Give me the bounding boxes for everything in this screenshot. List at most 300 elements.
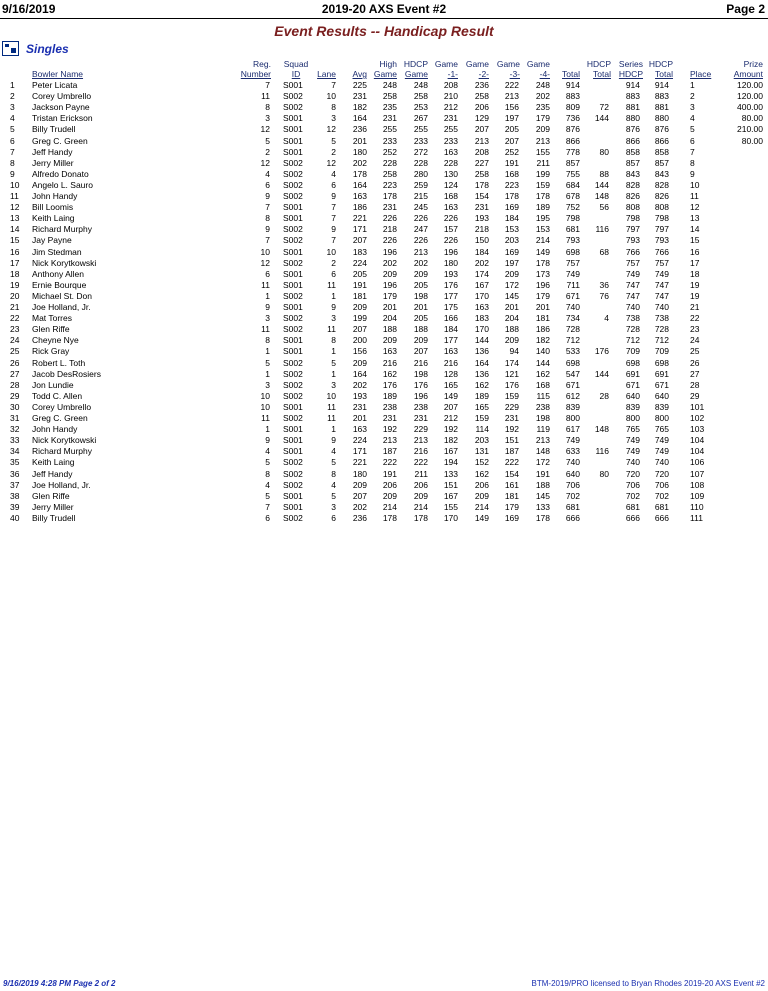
avg: 202	[352, 501, 367, 512]
game-4: 145	[535, 490, 550, 501]
series-hdcp: 738	[625, 313, 640, 324]
game-4: 159	[535, 179, 550, 190]
game-4: 149	[535, 246, 550, 257]
game-3: 222	[504, 457, 519, 468]
reg-number: 4	[265, 168, 270, 179]
game-3: 209	[504, 268, 519, 279]
lane: 11	[327, 324, 336, 335]
hdcp-total-final: 671	[654, 379, 669, 390]
reg-number: 9	[265, 224, 270, 235]
table-row	[0, 80, 768, 91]
row-index: 39	[10, 501, 20, 512]
game-3: 181	[504, 490, 519, 501]
high-game: 233	[382, 135, 397, 146]
table-row	[0, 413, 768, 424]
row-index: 14	[10, 224, 20, 235]
game-1: 176	[443, 279, 458, 290]
header-game-2-top: Game	[465, 59, 489, 69]
series-hdcp: 876	[625, 124, 640, 135]
squad-id: S002	[283, 390, 303, 401]
high-game: 178	[382, 191, 397, 201]
place: 5	[690, 124, 695, 135]
total: 798	[565, 213, 580, 224]
game-1: 128	[443, 368, 458, 379]
header-lane: Lane	[317, 69, 336, 79]
total: 866	[565, 135, 580, 146]
game-2: 189	[474, 390, 489, 401]
game-3: 192	[504, 424, 519, 435]
game-4: 140	[535, 346, 550, 357]
total: 728	[565, 324, 580, 335]
high-game: 258	[382, 91, 397, 102]
high-game: 192	[382, 424, 397, 435]
table-row	[0, 302, 768, 313]
game-3: 204	[504, 313, 519, 324]
page-number: Page 2	[726, 2, 765, 16]
game-1: 133	[443, 468, 458, 479]
header-series-hdcp-top: Series	[618, 59, 643, 69]
hdcp-total-final: 747	[654, 279, 669, 290]
hdcp-total: 56	[599, 202, 609, 213]
bowler-name: Bill Loomis	[32, 202, 74, 213]
hdcp-game: 226	[413, 235, 428, 246]
row-index: 29	[10, 390, 20, 401]
series-hdcp: 747	[625, 290, 640, 301]
hdcp-game: 214	[413, 501, 428, 512]
game-4: 201	[535, 302, 550, 312]
bowler-name: Alfredo Donato	[32, 168, 89, 179]
avg: 164	[352, 113, 367, 124]
lane: 3	[331, 113, 336, 124]
total: 681	[565, 501, 580, 512]
bowler-name: Jerry Miller	[32, 157, 74, 168]
hdcp-total-final: 765	[654, 424, 669, 435]
reg-number: 9	[265, 435, 270, 446]
game-4: 119	[536, 424, 550, 435]
avg: 181	[352, 290, 367, 301]
high-game: 226	[382, 213, 397, 224]
lane: 3	[331, 379, 336, 390]
table-row	[0, 291, 768, 302]
hdcp-game: 255	[413, 124, 428, 135]
reg-number: 1	[265, 368, 270, 379]
table-row	[0, 446, 768, 457]
hdcp-game: 188	[413, 324, 428, 335]
avg: 186	[352, 202, 367, 213]
series-hdcp: 712	[625, 335, 640, 346]
place: 16	[690, 246, 700, 257]
lane: 3	[331, 501, 336, 512]
header-game-1: -1-	[447, 69, 458, 79]
squad-id: S001	[283, 80, 303, 90]
hdcp-total: 144	[594, 113, 609, 124]
squad-id: S001	[283, 435, 303, 446]
place: 18	[690, 268, 700, 279]
series-hdcp: 749	[625, 446, 640, 457]
squad-id: S002	[283, 379, 303, 390]
row-index: 13	[10, 213, 20, 224]
avg: 221	[352, 457, 367, 468]
reg-number: 9	[265, 191, 270, 201]
high-game: 255	[382, 124, 397, 135]
hdcp-total-final: 749	[654, 435, 669, 446]
game-2: 174	[474, 268, 489, 279]
hdcp-game: 226	[413, 213, 428, 224]
game-4: 162	[535, 368, 550, 379]
reg-number: 12	[260, 257, 270, 268]
bowler-name: John Handy	[32, 191, 78, 201]
series-hdcp: 706	[625, 479, 640, 490]
avg: 163	[352, 424, 367, 435]
game-3: 203	[504, 235, 519, 246]
header-reg-number-top: Reg.	[253, 59, 271, 69]
place: 3	[690, 102, 695, 113]
high-game: 228	[382, 157, 397, 168]
avg: 224	[352, 257, 367, 268]
hdcp-game: 206	[413, 479, 428, 490]
game-3: 209	[504, 335, 519, 346]
table-row	[0, 136, 768, 147]
game-4: 198	[535, 413, 550, 423]
squad-id: S002	[283, 413, 303, 423]
place: 110	[690, 501, 704, 512]
high-game: 231	[382, 113, 397, 124]
series-hdcp: 798	[625, 213, 640, 224]
total: 640	[565, 468, 580, 479]
hdcp-total-final: 749	[654, 446, 669, 457]
total: 757	[565, 257, 580, 268]
hdcp-total-final: 706	[654, 479, 669, 490]
row-index: 32	[10, 424, 20, 435]
reg-number: 9	[265, 302, 270, 312]
hdcp-game: 216	[413, 446, 428, 457]
hdcp-total: 68	[599, 246, 609, 257]
hdcp-total: 144	[594, 368, 609, 379]
hdcp-total: 72	[599, 102, 609, 113]
hdcp-game: 216	[413, 357, 428, 368]
series-hdcp: 681	[625, 501, 640, 512]
lane: 8	[331, 335, 336, 346]
lane: 6	[331, 268, 336, 279]
hdcp-total-final: 858	[654, 146, 669, 157]
bowler-name: Todd C. Allen	[32, 390, 83, 401]
total: 671	[565, 290, 580, 301]
squad-id: S002	[283, 179, 303, 190]
lane: 4	[331, 479, 336, 490]
series-hdcp: 728	[625, 324, 640, 335]
row-index: 30	[10, 401, 20, 412]
table-row	[0, 158, 768, 169]
hdcp-total: 148	[594, 191, 609, 201]
reg-number: 12	[260, 157, 270, 168]
game-4: 182	[535, 335, 550, 346]
table-row	[0, 369, 768, 380]
series-hdcp: 866	[625, 135, 640, 146]
prize-amount: 120.00	[737, 80, 763, 90]
hdcp-game: 176	[413, 379, 428, 390]
bowler-name: Rick Gray	[32, 346, 70, 357]
reg-number: 5	[265, 357, 270, 368]
reg-number: 5	[265, 457, 270, 468]
hdcp-total-final: 793	[654, 235, 669, 246]
squad-id: S001	[283, 424, 303, 435]
total: 736	[565, 113, 580, 124]
lane: 4	[331, 168, 336, 179]
game-2: 231	[474, 202, 489, 213]
hdcp-game: 209	[413, 268, 428, 279]
lane: 3	[331, 313, 336, 324]
avg: 205	[352, 268, 367, 279]
header-hdcp-game-top: HDCP	[403, 59, 428, 69]
total: 706	[565, 479, 580, 490]
game-2: 208	[474, 146, 489, 157]
reg-number: 8	[265, 213, 270, 224]
hdcp-game: 267	[413, 113, 428, 124]
hdcp-total-final: 720	[654, 468, 669, 479]
game-2: 129	[474, 113, 489, 124]
game-2: 152	[474, 457, 489, 468]
game-4: 133	[535, 501, 550, 512]
high-game: 213	[382, 435, 397, 446]
series-hdcp: 720	[625, 468, 640, 479]
high-game: 191	[382, 468, 397, 479]
squad-id: S001	[283, 346, 303, 357]
lane: 12	[326, 124, 336, 135]
game-3: 154	[504, 468, 519, 479]
table-row	[0, 491, 768, 502]
avg: 231	[352, 91, 367, 102]
reg-number: 11	[261, 91, 270, 102]
game-2: 206	[474, 479, 489, 490]
lane: 5	[331, 357, 336, 368]
game-2: 214	[474, 501, 489, 512]
avg: 156	[352, 346, 367, 357]
hdcp-game: 228	[413, 157, 428, 168]
game-2: 170	[474, 290, 489, 301]
table-row	[0, 380, 768, 391]
bowler-name: Jerry Miller	[32, 501, 74, 512]
place: 2	[690, 91, 695, 102]
squad-id: S001	[283, 213, 303, 224]
reg-number: 10	[260, 246, 270, 257]
bowler-name: Joe Holland, Jr.	[32, 302, 91, 312]
hdcp-total-final: 798	[654, 213, 669, 224]
game-4: 202	[535, 91, 550, 102]
hdcp-game: 247	[413, 224, 428, 235]
game-1: 231	[443, 113, 458, 124]
header-prize-amount: Amount	[733, 69, 763, 79]
avg: 164	[352, 368, 367, 379]
squad-id: S001	[283, 335, 303, 346]
hdcp-total-final: 709	[654, 346, 669, 357]
squad-id: S002	[283, 290, 303, 301]
bowler-name: Jim Stedman	[32, 246, 82, 257]
game-3: 191	[504, 157, 519, 168]
hdcp-game: 198	[413, 368, 428, 379]
header-place: Place	[690, 69, 712, 79]
table-row	[0, 313, 768, 324]
game-2: 131	[474, 446, 489, 457]
game-2: 164	[474, 357, 489, 368]
row-index: 2	[10, 91, 15, 102]
reg-number: 2	[265, 146, 270, 157]
squad-id: S001	[283, 446, 303, 457]
series-hdcp: 749	[625, 268, 640, 279]
hdcp-game: 211	[414, 468, 428, 479]
bracket-icon	[2, 41, 19, 56]
reg-number: 12	[260, 124, 270, 135]
game-2: 136	[474, 368, 489, 379]
total: 671	[565, 379, 580, 390]
series-hdcp: 765	[625, 424, 640, 435]
lane: 11	[327, 413, 336, 423]
game-1: 151	[443, 479, 458, 490]
game-4: 179	[535, 113, 550, 124]
total: 740	[565, 457, 580, 468]
lane: 7	[331, 235, 336, 246]
series-hdcp: 828	[625, 179, 640, 190]
place: 21	[690, 302, 700, 312]
reg-number: 1	[265, 424, 270, 435]
game-3: 176	[504, 379, 519, 390]
header-game-1-top: Game	[434, 59, 458, 69]
bowler-name: Billy Trudell	[32, 124, 76, 135]
bowler-name: Glen Riffe	[32, 324, 70, 335]
high-game: 202	[382, 257, 397, 268]
place: 12	[690, 202, 700, 213]
prize-amount: 210.00	[737, 124, 763, 135]
hdcp-total-final: 757	[654, 257, 669, 268]
hdcp-game: 215	[413, 191, 428, 201]
lane: 8	[331, 468, 336, 479]
total: 698	[565, 246, 580, 257]
avg: 200	[352, 335, 367, 346]
series-hdcp: 880	[625, 113, 640, 124]
game-1: 124	[443, 179, 458, 190]
table-row	[0, 224, 768, 235]
hdcp-total: 80	[599, 146, 609, 157]
place: 24	[690, 335, 700, 346]
table-row	[0, 402, 768, 413]
game-1: 233	[443, 135, 458, 146]
high-game: 218	[382, 224, 397, 235]
table-row	[0, 324, 768, 335]
place: 19	[690, 290, 700, 301]
squad-id: S002	[283, 512, 303, 523]
high-game: 189	[382, 390, 397, 401]
row-index: 17	[10, 257, 20, 268]
squad-id: S002	[283, 324, 303, 335]
reg-number: 6	[265, 512, 270, 523]
game-4: 238	[535, 401, 550, 412]
total: 883	[565, 91, 580, 102]
row-index: 33	[10, 435, 20, 446]
table-row	[0, 113, 768, 124]
hdcp-game: 238	[413, 401, 428, 412]
hdcp-total: 88	[599, 168, 609, 179]
reg-number: 3	[265, 113, 270, 124]
section-label: Singles	[26, 42, 69, 56]
hdcp-game: 231	[413, 413, 428, 423]
high-game: 178	[382, 512, 397, 523]
hdcp-game: 233	[413, 135, 428, 146]
bowler-name: Jay Payne	[32, 235, 72, 246]
game-4: 178	[535, 191, 550, 201]
game-4: 153	[535, 224, 550, 235]
row-index: 24	[10, 335, 20, 346]
series-hdcp: 749	[625, 435, 640, 446]
series-hdcp: 698	[625, 357, 640, 368]
squad-id: S002	[283, 91, 303, 102]
game-3: 231	[504, 413, 519, 423]
hdcp-total-final: 666	[654, 512, 669, 523]
game-3: 161	[504, 479, 519, 490]
bowler-name: Tristan Erickson	[32, 113, 93, 124]
high-game: 163	[382, 346, 397, 357]
hdcp-total-final: 749	[654, 268, 669, 279]
hdcp-total-final: 800	[654, 413, 669, 423]
avg: 236	[352, 512, 367, 523]
series-hdcp: 709	[625, 346, 640, 357]
lane: 10	[326, 246, 336, 257]
table-row	[0, 180, 768, 191]
lane: 7	[331, 80, 336, 90]
hdcp-game: 209	[413, 490, 428, 501]
game-1: 166	[443, 313, 458, 324]
squad-id: S002	[283, 157, 303, 168]
avg: 207	[352, 324, 367, 335]
bowler-name: Jeff Handy	[32, 468, 73, 479]
row-index: 21	[10, 302, 20, 312]
footer-timestamp: 9/16/2019 4:28 PM Page 2 of 2	[3, 979, 116, 988]
lane: 10	[326, 91, 336, 102]
row-index: 18	[10, 268, 20, 279]
reg-number: 1	[265, 290, 270, 301]
high-game: 209	[382, 335, 397, 346]
avg: 171	[352, 224, 367, 235]
game-2: 114	[475, 424, 489, 435]
table-row	[0, 91, 768, 102]
table-row	[0, 124, 768, 135]
place: 27	[690, 368, 700, 379]
game-1: 130	[443, 168, 458, 179]
reg-number: 11	[261, 413, 270, 423]
game-1: 163	[443, 146, 458, 157]
hdcp-total-final: 738	[654, 313, 669, 324]
game-2: 213	[474, 135, 489, 146]
place: 111	[690, 512, 703, 523]
hdcp-total-final: 691	[654, 368, 669, 379]
reg-number: 3	[265, 313, 270, 324]
header-squad-id-top: Squad	[283, 59, 309, 69]
reg-number: 5	[265, 135, 270, 146]
hdcp-total-final: 914	[654, 80, 669, 90]
series-hdcp: 691	[625, 368, 640, 379]
table-row	[0, 235, 768, 246]
game-1: 180	[443, 257, 458, 268]
game-3: 205	[504, 124, 519, 135]
lane: 9	[331, 302, 336, 312]
avg: 178	[352, 168, 367, 179]
game-1: 216	[443, 357, 458, 368]
series-hdcp: 843	[625, 168, 640, 179]
game-4: 168	[535, 379, 550, 390]
hdcp-total-final: 698	[654, 357, 669, 368]
report-title: Event Results -- Handicap Result	[274, 23, 494, 39]
bowler-name: Keith Laing	[32, 213, 75, 224]
squad-id: S001	[283, 246, 303, 257]
game-3: 169	[504, 246, 519, 257]
